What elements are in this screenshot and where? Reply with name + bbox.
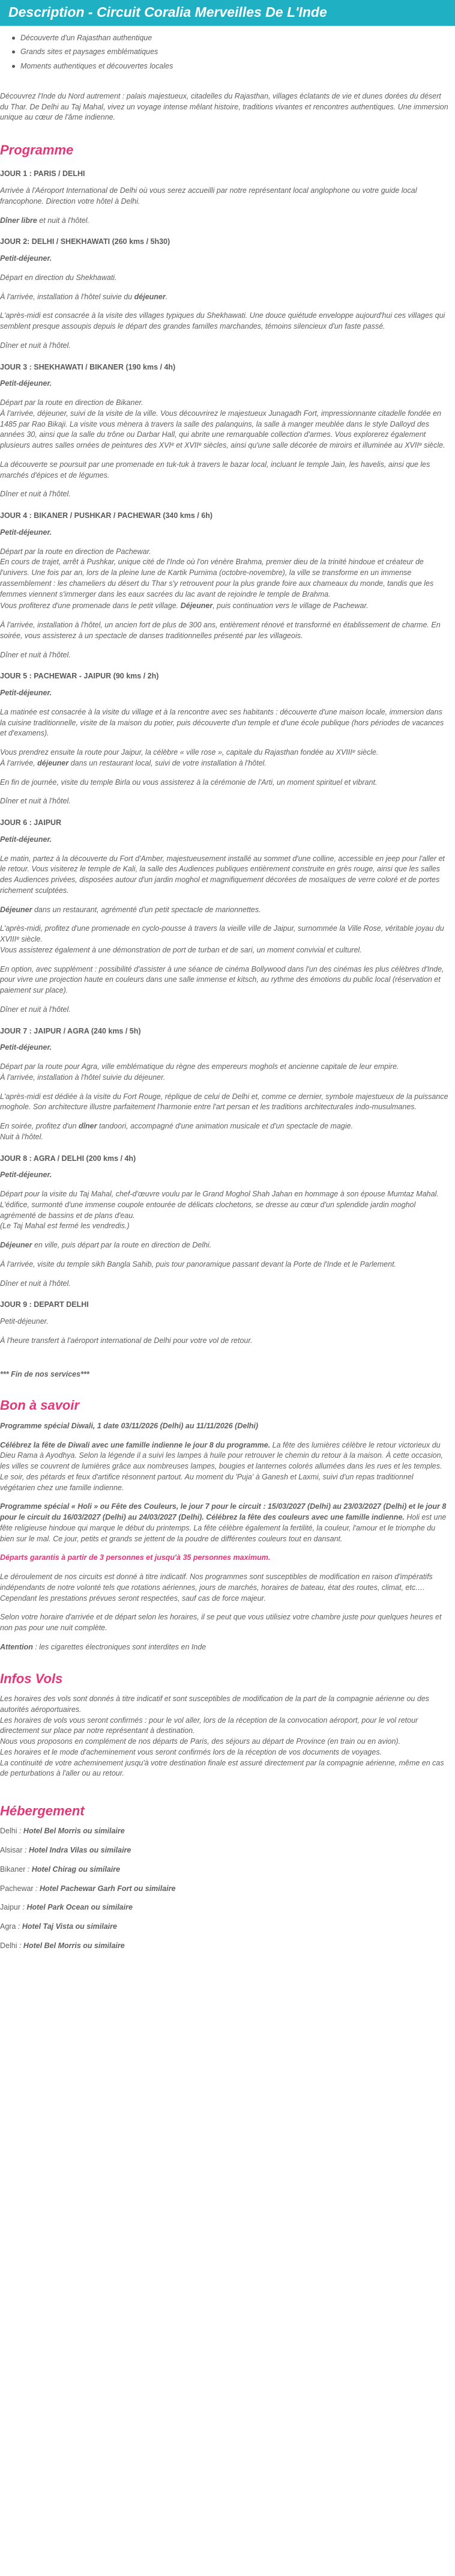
diwali-text: Célébrez la fête de Diwali avec une famille indienne le jour 8 du programme. La fête des lumières célèbre le retour victorieux du Dieu Rama à Ayodhya. Selon la légende il a suivi les lampes à huile pour retrouver le chemin du retour à la maison. À cette occasion, les villes se couvrent de lumières grâce aux nombreuses lampes, bougies et lanternes colorés allumées dans les rues et les temples. Le soir, des pétards et feux d'artifice résonnent partout. Au moment du 'Puja' à Ganesh et Laxmi, suivi d'un repas traditionnel végétarien chez une famille indienne.	[0, 1440, 444, 1492]
day-5-text: Vous prendrez ensuite la route pour Jaipur, la célèbre « ville rose », capitale du Rajasthan fondée au XVIIIᵉ siècle.	[0, 748, 379, 757]
day-4-title: JOUR 4 : BIKANER / PUSHKAR / PACHEWAR (340 kms / 6h)	[0, 511, 212, 520]
day-3-breakfast: Petit-déjeuner.	[0, 379, 52, 388]
infos-vols-heading: Infos Vols	[0, 1670, 63, 1686]
day-2-text: À l'arrivée, installation à l'hôtel suivie du déjeuner.	[0, 292, 168, 301]
holi-text: Programme spécial « Holi » ou Fête des Couleurs, le jour 7 pour le circuit : 15/03/2027 (Delhi) au 23/03/2027 (Delhi) et le jour 8 pour le circuit du 16/03/2027 (Delhi) au 24/03/2027 (Delhi). Célébrez la fête des couleurs avec une famille indienne. Holi est une fête religieuse hindoue qui marque le début du printemps. La fête célèbre également la fertilité, la couleur, l'amour et le triomphe du bien sur le mal. Ce jour, petits et grands se jettent de la poudre de différentes couleurs tout en dansant.	[0, 1502, 447, 1543]
day-6-text: Déjeuner dans un restaurant, agrémenté d'un petit spectacle de marionnettes.	[0, 905, 261, 914]
day-7-text: Départ par la route pour Agra, ville emblématique du règne des empereurs moghols et ancienne capitale de leur empire. À l'arrivée, installation à l'hôtel suivie du déjeuner.	[0, 1062, 399, 1082]
day-5-meal: Dîner et nuit à l'hôtel.	[0, 797, 71, 806]
programme-heading: Programme	[0, 142, 74, 158]
day-2-meal: Dîner et nuit à l'hôtel.	[0, 341, 71, 350]
programme-disclaimer: Le déroulement de nos circuits est donné à titre indicatif. Nos programmes sont susceptibles de modification en raison d'impératifs indépendants de notre volonté tels que rotations aériennes, jours de marchés, horaires de bateau, état des routes, climat, etc.… Cependant les prestations prévues seront respectées, sauf cas de force majeur.	[0, 1573, 433, 1603]
end-of-services: *** Fin de nos services***	[0, 1369, 89, 1378]
hotel-item: Pachewar : Hotel Pachewar Garh Fort ou similaire	[0, 1884, 176, 1893]
day-1-title: JOUR 1 : PARIS / DELHI	[0, 169, 85, 178]
highlight-item: Découverte d'un Rajasthan authentique	[20, 33, 450, 44]
day-3-text: Départ par la route en direction de Bikaner. À l'arrivée, déjeuner, suivi de la visite de la ville. Vous découvrirez le majestueux Junagadh Fort, impressionnante citadelle fondée en 1485 par Rao Bikaji. La visite vous mènera à travers la salle des palanquins, la salle à manger meublée dans le style Dalloyd des années 30, ainsi que la salle du trône ou Darbar Hall, qui abrite une remarquable collection d'armes. Vous explorerez également plusieurs autres salles ornées de peintures des XVIᵉ et XVIIᵉ siècles, ainsi qu'une salle décorée de miroirs et illuminée au XVIIᵉ siècle.	[0, 398, 445, 450]
day-7-title: JOUR 7 : JAIPUR / AGRA (240 kms / 5h)	[0, 1026, 141, 1035]
day-6-text: En option, avec supplément : possibilité d'assister à une séance de cinéma Bollywood dans l'un des cinémas les plus célèbres d'Inde, pour vivre une projection haute en couleurs dans une salle immense et kitsch, au rythme des émotions du public local (réservation et paiement sur place).	[0, 964, 444, 995]
day-4-meal: Dîner et nuit à l'hôtel.	[0, 650, 71, 659]
day-8-title: JOUR 8 : AGRA / DELHI (200 kms / 4h)	[0, 1154, 136, 1163]
day-2-text: L'après-midi est consacrée à la visite des villages typiques du Shekhawati. Une douce quiétude enveloppe aujourd'hui ces villages qui semblent presque assoupis depuis le départ des grandes familles marchandes, témoins silencieux d'un faste passé.	[0, 311, 445, 331]
hotel-list	[0, 1826, 450, 1951]
hotel-item: Bikaner : Hotel Chirag ou similaire	[0, 1865, 121, 1874]
day-6-meal: Dîner et nuit à l'hôtel.	[0, 1005, 71, 1014]
bon-a-savoir-heading: Bon à savoir	[0, 1398, 80, 1413]
hotel-item: Delhi : Hotel Bel Morris ou similaire	[0, 1827, 125, 1836]
content	[0, 33, 455, 1952]
day-6-breakfast: Petit-déjeuner.	[0, 835, 52, 844]
day-6-title: JOUR 6 : JAIPUR	[0, 818, 62, 827]
day-9-breakfast: Petit-déjeuner.	[0, 1317, 49, 1326]
hotel-item: Delhi : Hotel Bel Morris ou similaire	[0, 1941, 125, 1950]
diwali-label: Programme spécial Diwali, 1 date 03/11/2026 (Delhi) au 11/11/2026 (Delhi)	[0, 1421, 259, 1430]
hotel-item: Alsisar : Hotel Indra Vilas ou similaire	[0, 1846, 131, 1855]
day-4-text: À l'arrivée, installation à l'hôtel, un ancien fort de plus de 300 ans, entièrement rénové et transformé en établissement de charme. En soirée, vous assisterez à un spectacle de danses traditionnelles présenté par les villageois.	[0, 621, 441, 640]
day-3-meal: Dîner et nuit à l'hôtel.	[0, 490, 71, 499]
intro-text: Découvrez l'Inde du Nord autrement : palais majestueux, citadelles du Rajasthan, villages éclatants de vie et dunes dorées du désert du Thar. De Delhi au Taj Mahal, vivez un voyage intense mêlant histoire, traditions vivantes et rencontres authentiques. Une immersion unique au cœur de l'âme indienne.	[0, 91, 448, 122]
attention-notice: Attention : les cigarettes électroniques sont interdites en Inde	[0, 1642, 206, 1651]
day-5-text: À l'arrivée, déjeuner dans un restaurant local, suivi de votre installation à l'hôtel.	[0, 758, 267, 767]
day-5-title: JOUR 5 : PACHEWAR - JAIPUR (90 kms / 2h)	[0, 672, 159, 681]
highlight-item: Moments authentiques et découvertes locales	[20, 61, 450, 72]
day-4-text: Départ par la route en direction de Pachewar. En cours de trajet, arrêt à Pushkar, unique cité de l'Inde où l'on vénère Brahma, premier dieu de la trinité hindoue et créateur de l'univers. Une fois par an, lors de la pleine lune de Kartik Purnima (octobre-novembre), la ville se transforme en un immense rassemblement : les chameliers du désert du Thar s'y retrouvent pour la plus grande foire aux chameaux du monde, tandis que les femmes viennent s'immerger dans les eaux sacrées du lac avant de rejoindre le temple de Brahma.	[0, 547, 434, 598]
day-1-text: Arrivée à l'Aéroport International de Delhi où vous serez accueilli par notre représentant local anglophone ou votre guide local francophone. Direction votre hôtel à Delhi.	[0, 186, 417, 206]
day-3-title: JOUR 3 : SHEKHAWATI / BIKANER (190 kms / 4h)	[0, 362, 176, 371]
description-banner: Description - Circuit Coralia Merveilles De L'Inde	[0, 0, 455, 26]
hotel-item: Jaipur : Hotel Park Ocean ou similaire	[0, 1903, 133, 1912]
day-9-text: À l'heure transfert à l'aéroport international de Delhi pour votre vol de retour.	[0, 1336, 253, 1345]
day-2-text: Départ en direction du Shekhawati.	[0, 273, 117, 282]
highlight-item: Grands sites et paysages emblématiques	[20, 47, 450, 58]
day-6-text: L'après-midi, profitez d'une promenade en cyclo-pousse à travers la vieille ville de Jaipur, surnommée la Ville Rose, véritable joyau du XVIIIᵉ siècle. Vous assisterez également à une démonstration de port de turban et de sari, un moment convivial et culturel.	[0, 924, 444, 954]
highlights-list	[0, 33, 450, 72]
day-8-text: Déjeuner en ville, puis départ par la route en direction de Delhi.	[0, 1241, 212, 1250]
day-7-text: L'après-midi est dédiée à la visite du Fort Rouge, réplique de celui de Delhi et, comme ce dernier, symbole majestueux de la puissance moghole. Son architecture illustre parfaitement l'harmonie entre l'art persan et les traditions architecturales indo-musulmanes.	[0, 1092, 448, 1112]
day-8-text: Départ pour la visite du Taj Mahal, chef-d'œuvre voulu par le Grand Moghol Shah Jahan en hommage à son épouse Mumtaz Mahal. L'édifice, surmonté d'une immense coupole entourée de délicats clochetons, se dresse au cœur d'un splendide jardin moghol agrémenté de bassins et de plans d'eau. (Le Taj Mahal est fermé les vendredis.)	[0, 1190, 439, 1231]
day-4-text: Vous profiterez d'une promenade dans le petit village. Déjeuner, puis continuation vers le village de Pachewar.	[0, 601, 369, 611]
day-8-text: À l'arrivée, visite du temple sikh Bangla Sahib, puis tour panoramique passant devant la Porte de l'Inde et le Parlement.	[0, 1259, 397, 1268]
day-7-breakfast: Petit-déjeuner.	[0, 1043, 52, 1052]
day-5-text: En fin de journée, visite du temple Birla ou vous assisterez à la cérémonie de l'Arti, un moment spirituel et vibrant.	[0, 778, 378, 787]
hebergement-heading: Hébergement	[0, 1803, 85, 1819]
day-8-breakfast: Petit-déjeuner.	[0, 1171, 52, 1180]
room-notice: Selon votre horaire d'arrivée et de départ selon les horaires, il se peut que vous utilisiez votre chambre juste pour quelques heures et non pas pour une nuit complète.	[0, 1613, 442, 1633]
hotel-item: Agra : Hotel Taj Vista ou similaire	[0, 1922, 117, 1931]
day-1-meal: Dîner libre et nuit à l'hôtel.	[0, 216, 89, 225]
guaranteed-departures: Départs garantis à partir de 3 personnes et jusqu'à 35 personnes maximum.	[0, 1553, 271, 1562]
day-9-title: JOUR 9 : DEPART DELHI	[0, 1300, 89, 1309]
day-8-meal: Dîner et nuit à l'hôtel.	[0, 1279, 71, 1288]
day-5-text: La matinée est consacrée à la visite du village et à la rencontre avec ses habitants : découverte d'une maison locale, immersion dans la cuisine traditionnelle, visite de la maison du potier, puis découverte d'un temple et d'une école publique (hors périodes de vacances et d'examens).	[0, 707, 444, 738]
day-2-breakfast: Petit-déjeuner.	[0, 254, 52, 263]
day-7-text: En soirée, profitez d'un dîner tandoori, accompagné d'une animation musicale et d'un spectacle de magie. Nuit à l'hôtel.	[0, 1122, 354, 1141]
day-5-breakfast: Petit-déjeuner.	[0, 689, 52, 698]
day-6-text: Le matin, partez à la découverte du Fort d'Amber, majestueusement installé au sommet d'une colline, accessible en jeep pour l'aller et le retour. Vous visiterez le temple de Kali, la salle des Audiences publiques entièrement construite en grès rouge, ainsi que les salles des Audiences privées, disposées autour d'un jardin moghol et magnifiquement décorées de mosaïques de verre coloré et de portes richement sculptées.	[0, 854, 445, 895]
day-4-breakfast: Petit-déjeuner.	[0, 528, 52, 537]
day-3-text: La découverte se poursuit par une promenade en tuk-tuk à travers le bazar local, incluant le temple Jain, les havelis, ainsi que les marchés d'épices et de légumes.	[0, 460, 430, 480]
infos-vols-text: Les horaires des vols sont donnés à titre indicatif et sont susceptibles de modification de la part de la compagnie aérienne ou des autorités aéroportuaires. Les horaires de vols vous seront confirmés : pour le vol aller, lors de la réception de la convocation aéroport, pour le vol retour directement sur place par notre représentant à destination. Nous vous proposons en complément de nos départs de Paris, des séjours au départ de Province (en train ou en avion). Les horaires et le mode d'acheminement vous seront confirmés lors de la réception de vos documents de voyages. La continuité de votre acheminement jusqu'à votre destination finale est assuré directement par la compagnie aérienne, même en cas de perturbations à l'aller ou au retour.	[0, 1694, 444, 1778]
day-2-title: JOUR 2: DELHI / SHEKHAWATI (260 kms / 5h30)	[0, 237, 170, 246]
